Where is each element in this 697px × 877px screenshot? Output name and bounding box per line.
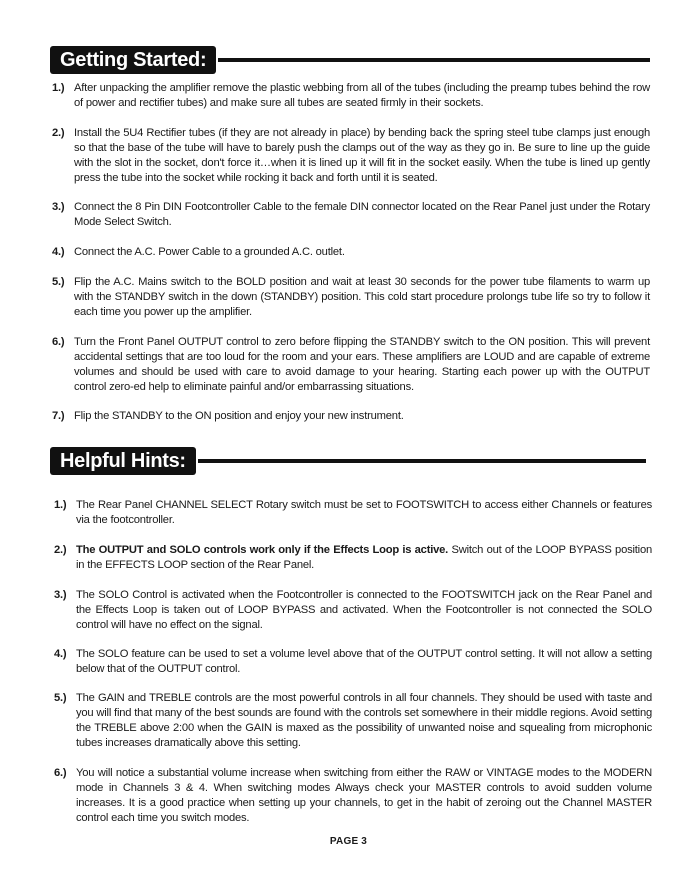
item-text: The Rear Panel CHANNEL SELECT Rotary switch must be set to FOOTSWITCH to access either Channels or features via the footcontroller. [76, 499, 652, 526]
list-item [50, 335, 650, 395]
item-text: Flip the A.C. Mains switch to the BOLD position and wait at least 30 seconds for the power tube filaments to warm up with the STANDBY switch in the down (STANDBY) position. This cold start procedure prolongs tube life so try to follow it each time you power up the amplifier. [74, 276, 650, 318]
list-item [50, 275, 650, 320]
page-number: PAGE 3 [329, 836, 368, 847]
item-number: 1.) [52, 82, 65, 94]
list-item [52, 766, 652, 826]
item-text: You will notice a substantial volume increase when switching from either the RAW or VINTAGE modes to the MODERN mode in Channels 3 & 4. When switching modes Always check your MASTER controls to avoid sudden volume increases. It is a good practice when setting up your channels, to get in the habit of zeroing out the Channel MASTER control each time you switch modes. [76, 767, 652, 824]
item-text: The SOLO feature can be used to set a volume level above that of the OUTPUT control setting. It will not allow a setting below that of the OUTPUT control. [76, 648, 652, 675]
item-text-bold: The OUTPUT and SOLO controls work only if the Effects Loop is active. [76, 544, 449, 556]
list-item [50, 200, 650, 230]
list-item [52, 647, 652, 677]
item-text: The GAIN and TREBLE controls are the most powerful controls in all four channels. They should be used with taste and you will find that many of the best sounds are found with the controls set somewhere in their middle regions. Avoid setting the TREBLE above 2:00 when the GAIN is maxed as the possibility of unwanted noise and squealing from microphonic tubes increases dramatically above this setting. [76, 692, 652, 749]
item-number: 7.) [52, 410, 65, 422]
section-rule [198, 459, 646, 463]
item-text: Turn the Front Panel OUTPUT control to zero before flipping the STANDBY switch to the ON position. This will prevent accidental settings that are too loud for the room and your ears. These amplifiers are LOUD and are capable of extreme volumes and should be used with care to avoid damage to your hearing. Starting each power up with the OUTPUT control zero-ed help to eliminate painful and/or embarrassing situations. [74, 336, 650, 393]
item-number: 5.) [54, 692, 67, 704]
item-text: Flip the STANDBY to the ON position and enjoy your new instrument. [74, 410, 404, 422]
item-text: After unpacking the amplifier remove the plastic webbing from all of the tubes (including the preamp tubes behind the row of power and rectifier tubes) and make sure all tubes are seated firmly in their sockets. [74, 82, 650, 109]
item-number: 1.) [54, 499, 67, 511]
item-number: 6.) [54, 767, 67, 779]
item-number: 4.) [54, 648, 67, 660]
list-item [50, 126, 650, 186]
item-number: 3.) [52, 201, 65, 213]
section-rule [218, 58, 650, 62]
section-title: Getting Started: [50, 46, 216, 74]
list-item [50, 409, 650, 424]
item-number: 5.) [52, 276, 65, 288]
section-title: Helpful Hints: [50, 447, 196, 475]
item-text [76, 543, 652, 573]
list-item [52, 498, 652, 528]
item-number: 6.) [52, 336, 65, 348]
list-item [52, 543, 652, 573]
list-item [52, 691, 652, 751]
item-number: 2.) [52, 127, 65, 139]
list-item [50, 81, 650, 111]
list-item [52, 588, 652, 633]
section-header-getting-started [50, 46, 650, 74]
item-text: Connect the 8 Pin DIN Footcontroller Cable to the female DIN connector located on the Rear Panel just under the Rotary Mode Select Switch. [74, 201, 650, 228]
item-text: Install the 5U4 Rectifier tubes (if they are not already in place) by bending back the spring steel tube clamps just enough so that the base of the tube will have to barely push the clamps out of the way as they go in. Be sure to line up the guide with the slot in the socket, don't force it…when it is lined up it will fit in the socket easily. When the tube is lined up gently press the tube into the socket while rocking it back and forth until it is seated. [74, 127, 650, 184]
item-text: Connect the A.C. Power Cable to a grounded A.C. outlet. [74, 246, 345, 258]
item-number: 3.) [54, 589, 67, 601]
item-text: The SOLO Control is activated when the Footcontroller is connected to the FOOTSWITCH jack on the Rear Panel and the Effects Loop is taken out of LOOP BYPASS and activated. When the Footcontroller is not connected the SOLO control will have no effect on the signal. [76, 589, 652, 631]
item-number: 4.) [52, 246, 65, 258]
list-item [50, 245, 650, 260]
item-number: 2.) [54, 544, 67, 556]
section-header-helpful-hints [50, 447, 646, 475]
item-text-rest: Switch out of the LOOP BYPASS position in the EFFECTS LOOP section of the Rear Panel. [76, 544, 653, 571]
